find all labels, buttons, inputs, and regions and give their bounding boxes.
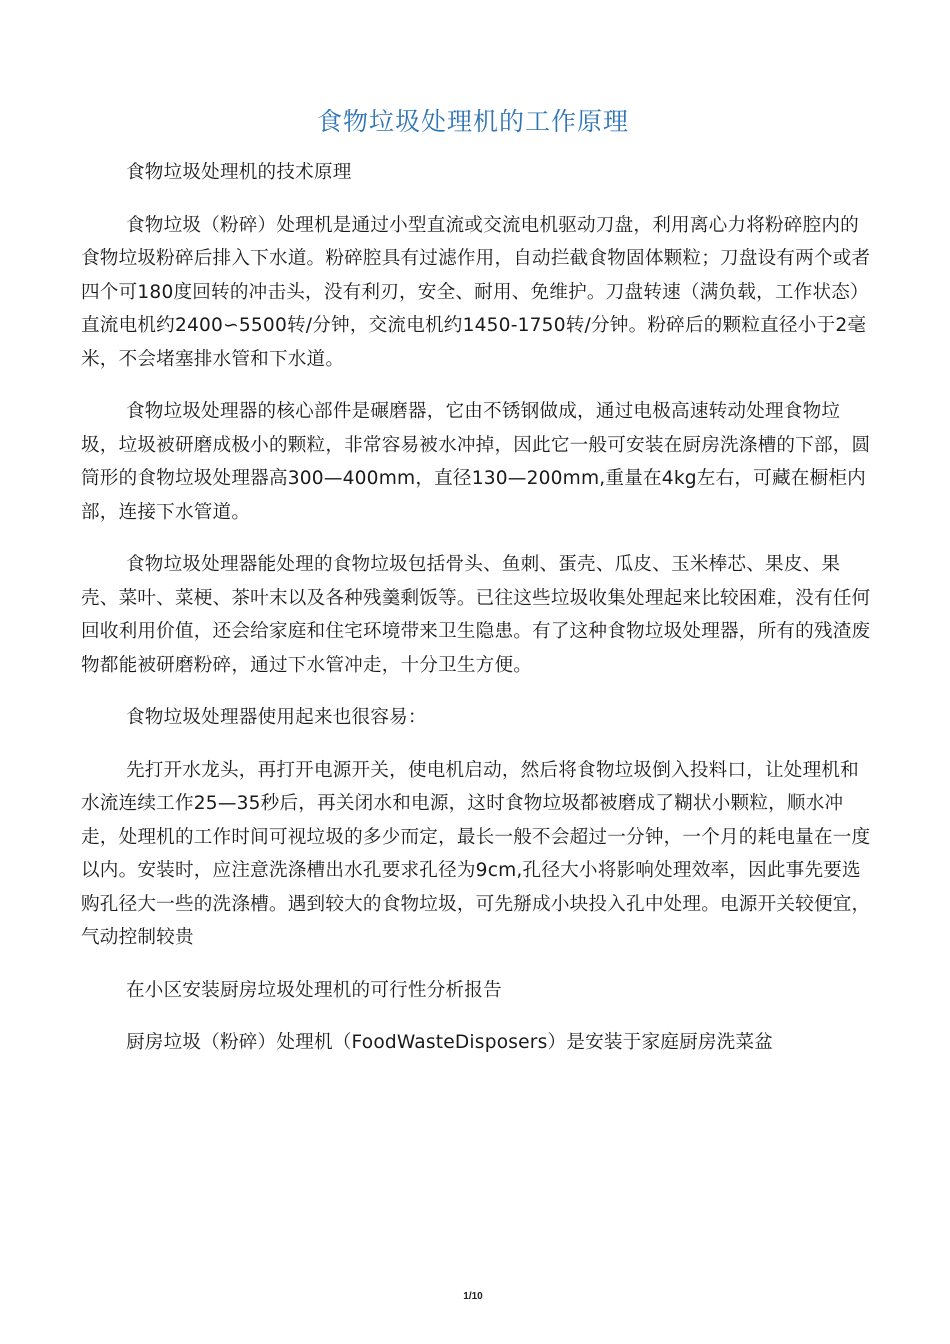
paragraph: 先打开水龙头，再打开电源开关，使电机启动，然后将食物垃圾倒入投料口，让处理机和水流连续工作25—35秒后，再关闭水和电源，这时食物垃圾都被磨成了糊状小颗粒，顺水冲走，处理机的工作时间可视垃圾的多少而定，最长一般不会超过一分钟，一个月的耗电量在一度以内。安装时，应注意洗涤槽出水孔要求孔径为9cm,孔径大小将影响处理效率，因此事先要选购孔径大一些的洗涤槽。遇到较大的食物垃圾，可先掰成小块投入孔中处理。电源开关较便宜，气动控制较贵 [81, 759, 871, 948]
paragraph: 食物垃圾处理器的核心部件是碾磨器，它由不锈钢做成，通过电极高速转动处理食物垃圾，垃圾被研磨成极小的颗粒，非常容易被水冲掉，因此它一般可安装在厨房洗涤槽的下部，圆筒形的食物垃圾处理器高300—400mm，直径130—200mm,重量在4kg左右，可藏在橱柜内部，连接下水管道。 [81, 401, 871, 523]
document-body [81, 156, 871, 1079]
paragraph: 厨房垃圾（粉碎）处理机（FoodWasteDisposers）是安装于家庭厨房洗菜盆 [126, 1032, 774, 1053]
paragraph-usage-intro: 食物垃圾处理器使用起来也很容易： [126, 707, 427, 728]
document-title: 食物垃圾处理机的工作原理 [316, 107, 629, 136]
paragraph: 食物垃圾处理器能处理的食物垃圾包括骨头、鱼刺、蛋壳、瓜皮、玉米棒芯、果皮、果壳、菜叶、菜梗、茶叶末以及各种残羹剩饭等。已往这些垃圾收集处理起来比较困难，没有任何回收利用价值，还会给家庭和住宅环境带来卫生隐患。有了这种食物垃圾处理器，所有的残渣废物都能被研磨粉碎，通过下水管冲走，十分卫生方便。 [81, 554, 871, 676]
paragraph-subheading-technical-principle: 食物垃圾处理机的技术原理 [126, 162, 352, 183]
paragraph-subheading-feasibility-report: 在小区安装厨房垃圾处理机的可行性分析报告 [126, 979, 502, 1001]
paragraph: 食物垃圾（粉碎）处理机是通过小型直流或交流电机驱动刀盘，利用离心力将粉碎腔内的食物垃圾粉碎后排入下水道。粉碎腔具有过滤作用，自动拦截食物固体颗粒；刀盘设有两个或者四个可180度回转的冲击头，没有利刃，安全、耐用、免维护。刀盘转速（满负载，工作状态）直流电机约2400∽5500转/分钟，交流电机约1450-1750转/分钟。粉碎后的颗粒直径小于2毫米，不会堵塞排水管和下水道。 [81, 214, 871, 370]
page-number: 1/10 [463, 1291, 483, 1302]
